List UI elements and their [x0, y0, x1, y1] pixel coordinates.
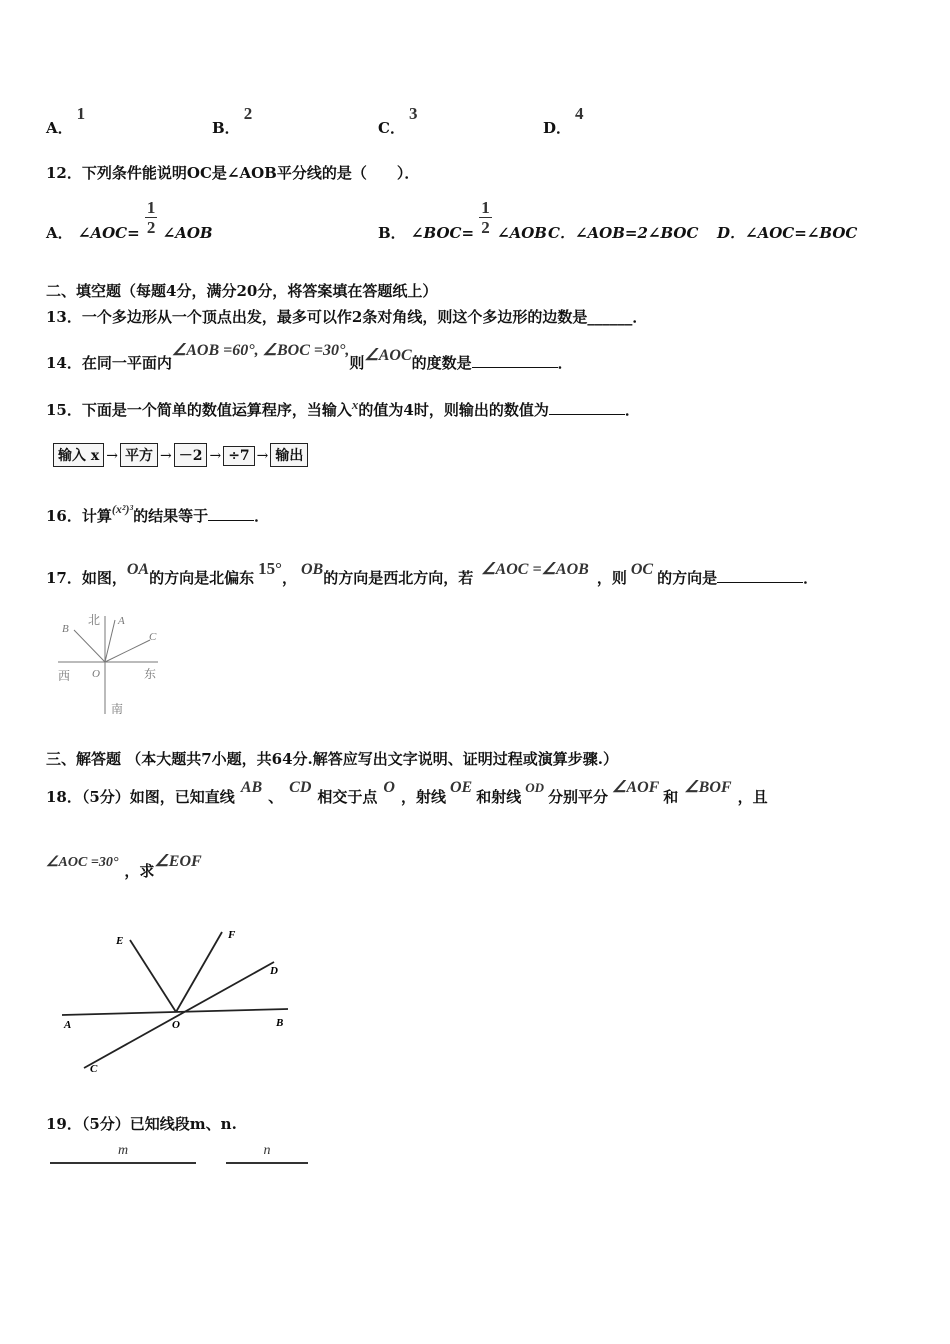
- flow-minus-box: －2: [174, 443, 208, 467]
- line-cd: [84, 962, 274, 1068]
- ray-oe: [130, 940, 176, 1012]
- flow-square-box: 平方: [120, 443, 158, 467]
- q16: 16．计算$^{(x^2)^3}$的结果等于 ．: [46, 502, 270, 525]
- segment-n-label: n: [263, 1143, 271, 1158]
- flow-input-box: 输入 x: [53, 443, 104, 467]
- label-west: 西: [58, 669, 71, 683]
- label-e: E: [116, 935, 124, 947]
- label-a: A: [64, 1019, 72, 1031]
- label-a: A: [118, 615, 125, 627]
- label-o: O: [172, 1019, 180, 1031]
- label-c: C: [149, 631, 157, 643]
- q17: 17．如图，OA的方向是北偏东 15°， OB的方向是西北方向，若 ∠AOC =∠AOB ，则 OC 的方向是 ．: [46, 559, 819, 587]
- q19: 19．（5分）已知线段m、n.: [46, 1115, 237, 1133]
- q15: 15．下面是一个简单的数值运算程序，当输入x的值为4时，则输出的数值为 ．: [46, 397, 640, 419]
- q12-option-b: B． ∠BOC= $\frac{1}{2}$ ∠AOB: [378, 198, 547, 242]
- q11-option-d: D．4: [543, 104, 584, 137]
- q12-option-d: D．∠AOC=∠BOC: [717, 224, 858, 242]
- q14: 14．在同一平面内∠AOB =60°, ∠BOC =30°,则∠AOC的度数是 ．: [46, 342, 573, 372]
- label-south: 南: [111, 702, 124, 716]
- q11-option-a: A．1: [46, 104, 86, 137]
- q11-option-c: C．3: [378, 104, 418, 137]
- flow-output-box: 输出: [270, 443, 308, 467]
- q18-condition: ∠AOC =30° ，求∠EOF: [46, 853, 202, 880]
- label-d: D: [270, 965, 278, 977]
- q17-compass-figure: [52, 610, 172, 718]
- label-north: 北: [88, 613, 101, 627]
- label-b: B: [276, 1017, 284, 1029]
- label-o: O: [92, 668, 100, 680]
- segment-n: [226, 1143, 308, 1164]
- label-b: B: [62, 623, 69, 635]
- q18-figure: [56, 922, 296, 1078]
- label-east: 东: [144, 667, 157, 681]
- ray-of: [176, 932, 222, 1012]
- q12-stem: 12．下列条件能说明OC是∠AOB平分线的是（ ）．: [46, 164, 420, 182]
- ray-oa: [105, 620, 115, 662]
- q12-option-a: A． ∠AOC= $\frac{1}{2}$ ∠AOB: [46, 198, 213, 242]
- section-2-heading: 二、填空题（每题4分，满分20分，将答案填在答题纸上）: [46, 282, 438, 300]
- ray-oc: [105, 640, 150, 662]
- q12-option-c: C．∠AOB=2∠BOC: [548, 224, 699, 242]
- q18: 18．（5分）如图，已知直线AB、CD相交于点O，射线OE和射线OD分别平分∠AOF和∠BOF，且: [46, 779, 768, 806]
- section-3-heading: 三、解答题 （本大题共7小题，共64分.解答应写出文字说明、证明过程或演算步骤.）: [46, 750, 618, 768]
- q15-flowchart: 输入 x → 平方 → －2 → ÷7 → 输出: [53, 443, 308, 467]
- ray-ob: [74, 630, 105, 662]
- q11-option-b: B．2: [212, 104, 253, 137]
- label-f: F: [228, 929, 236, 941]
- flow-divide-box: ÷7: [223, 446, 254, 466]
- segment-m: [50, 1143, 196, 1164]
- label-c: C: [90, 1063, 98, 1075]
- q13: 13．一个多边形从一个顶点出发，最多可以作2条对角线，则这个多边形的边数是______．: [46, 308, 648, 326]
- segment-m-label: m: [117, 1143, 129, 1158]
